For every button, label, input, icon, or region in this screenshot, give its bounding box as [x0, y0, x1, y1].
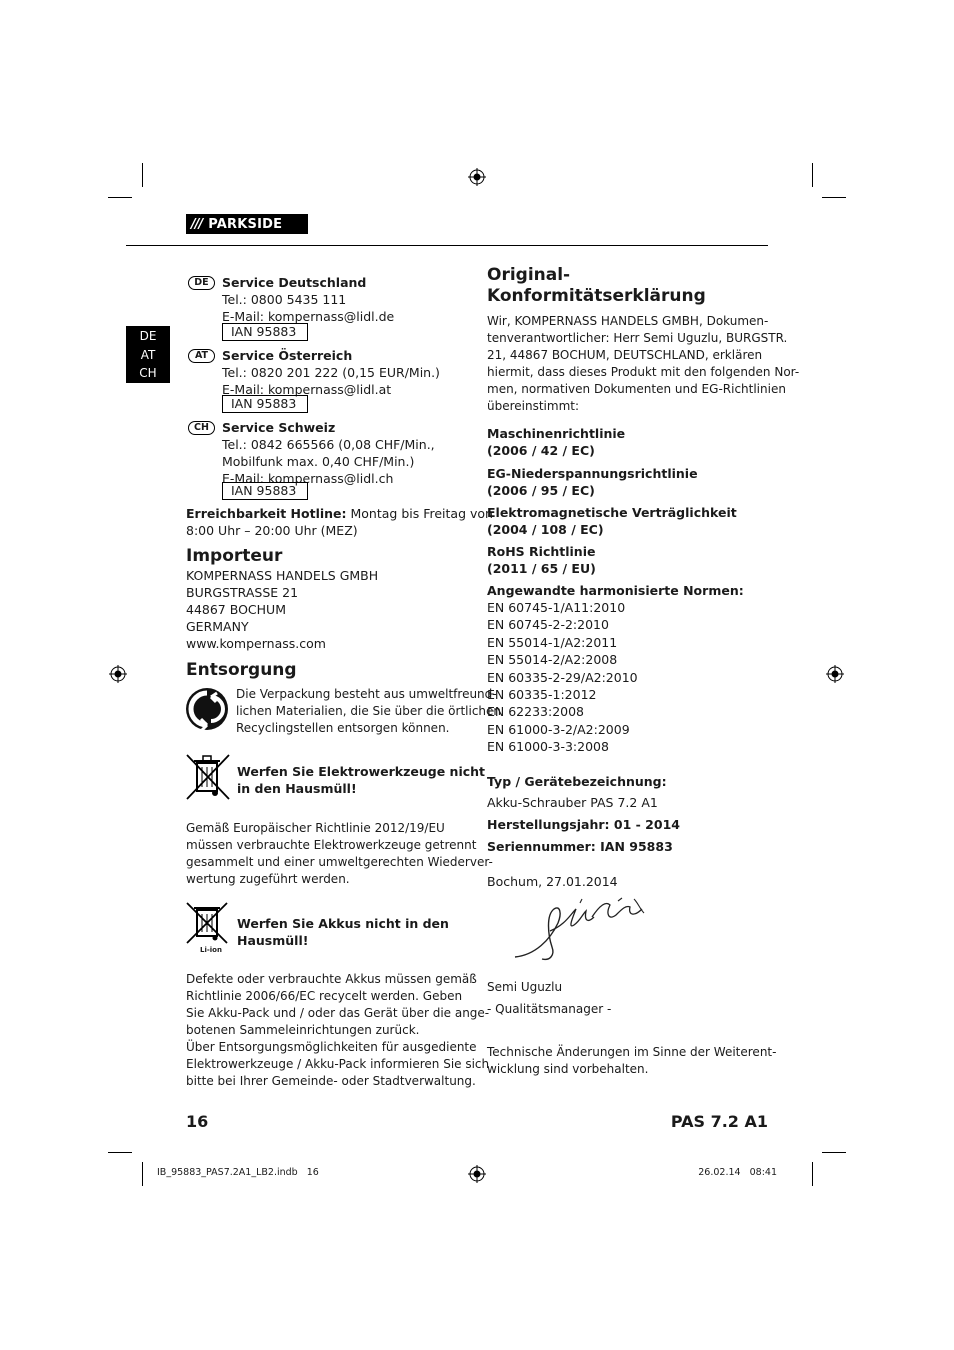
slug-file: IB_95883_PAS7.2A1_LB2.indb 16 — [157, 1167, 319, 1178]
ian-box: IAN 95883 — [222, 395, 308, 413]
crop-mark — [142, 163, 143, 187]
lang-ch: CH — [139, 366, 157, 380]
norm-item: EN 60745-2-2:2010 — [487, 617, 609, 633]
importeur-address — [186, 567, 378, 652]
technical-note — [487, 1044, 776, 1078]
service-email: E-Mail: kompernass@lidl.at — [222, 382, 392, 397]
norm-item: EN 60335-1:2012 — [487, 687, 597, 703]
hotline-hours: 8:00 Uhr – 20:00 Uhr (MEZ) — [186, 523, 358, 538]
text-line: Werfen Sie Akkus nicht in den — [237, 916, 449, 931]
ian-box: IAN 95883 — [222, 482, 308, 500]
country-badge-at: AT — [188, 349, 215, 363]
signature-image — [510, 895, 650, 967]
weee-warning — [237, 763, 485, 797]
address-line: KOMPERNASS HANDELS GMBH — [186, 568, 379, 583]
crop-mark — [812, 163, 813, 187]
country-badge-ch: CH — [188, 421, 215, 435]
recycling-text — [236, 686, 501, 737]
address-line: 44867 BOCHUM — [186, 602, 286, 617]
type-label: Typ / Gerätebezeichnung: — [487, 774, 667, 789]
service-de — [222, 274, 394, 325]
manufacture-year: Herstellungsjahr: 01 - 2014 — [487, 817, 680, 832]
logo-text: PARKSIDE — [208, 216, 283, 232]
hotline-label: Erreichbarkeit Hotline: — [186, 506, 347, 521]
norm-item: EN 62233:2008 — [487, 704, 585, 720]
service-phone: Tel.: 0800 5435 111 — [222, 292, 347, 307]
norm-item: EN 55014-2/A2:2008 — [487, 652, 618, 668]
directive-emc — [487, 504, 737, 538]
text-line: Gemäß Europäischer Richtlinie 2012/19/EU — [186, 821, 445, 835]
text-line: gesammelt und einer umweltgerechten Wiederver- — [186, 855, 493, 869]
ian-box: IAN 95883 — [222, 323, 308, 341]
service-title: Service Deutschland — [222, 275, 367, 290]
weee-text — [186, 820, 493, 888]
text-line: 21, 44867 BOCHUM, DEUTSCHLAND, erklären — [487, 348, 763, 362]
language-tab — [126, 326, 170, 383]
text-line: Über Entsorgungsmöglichkeiten für ausgediente — [186, 1040, 477, 1054]
registration-mark-icon — [826, 665, 844, 683]
directive-name: RoHS Richtlinie — [487, 544, 596, 559]
registration-mark-icon — [468, 168, 486, 186]
service-title: Service Schweiz — [222, 420, 336, 435]
text-line: tenverantwortlicher: Herr Semi Uguzlu, BURGSTR. — [487, 331, 788, 345]
logo-stripes: /// — [191, 216, 203, 232]
type-value: Akku-Schrauber PAS 7.2 A1 — [487, 795, 658, 810]
norms-label: Angewandte harmonisierte Normen: — [487, 583, 744, 598]
text-line: wertung zugeführt werden. — [186, 872, 350, 886]
country-badge-de: DE — [188, 276, 215, 290]
lang-at: AT — [140, 347, 156, 362]
green-dot-recycling-icon — [185, 687, 229, 731]
signer-name: Semi Uguzlu — [487, 980, 563, 994]
crop-mark — [142, 1162, 143, 1186]
website: www.kompernass.com — [186, 636, 326, 651]
service-at — [222, 347, 440, 398]
registration-mark-icon — [109, 665, 127, 683]
norm-item: EN 61000-3-2/A2:2009 — [487, 721, 630, 737]
lang-de: DE — [139, 329, 157, 343]
service-phone: Tel.: 0820 201 222 (0,15 EUR/Min.) — [222, 365, 440, 380]
text-line: Werfen Sie Elektrowerkzeuge nicht — [237, 764, 486, 779]
parkside-logo — [186, 214, 308, 234]
directive-machinery — [487, 425, 625, 459]
battery-text — [186, 971, 489, 1090]
text-line: lichen Materialien, die Sie über die örtlichen — [236, 704, 502, 718]
service-title: Service Österreich — [222, 348, 353, 363]
text-line: Hausmüll! — [237, 933, 309, 948]
heading-line: Original- — [487, 265, 571, 285]
text-line: Richtlinie 2006/66/EC recycelt werden. Geben — [186, 989, 463, 1003]
directive-number: (2006 / 95 / EC) — [487, 483, 595, 498]
norm-item: EN 55014-1/A2:2011 — [487, 634, 618, 650]
norms-list — [487, 599, 638, 756]
text-line: wicklung sind vorbehalten. — [487, 1062, 649, 1076]
directive-number: (2011 / 65 / EU) — [487, 561, 596, 576]
service-phone: Tel.: 0842 665566 (0,08 CHF/Min., — [222, 437, 435, 452]
header-rule — [126, 245, 768, 246]
text-line: Recyclingstellen entsorgen können. — [236, 721, 450, 735]
konformitaet-intro — [487, 313, 799, 415]
norm-item: EN 61000-3-3:2008 — [487, 739, 609, 755]
konformitaet-heading — [487, 265, 706, 307]
hotline — [186, 505, 493, 539]
text-line: botenen Sammeleinrichtungen zurück. — [186, 1023, 420, 1037]
directive-number: (2004 / 108 / EC) — [487, 522, 604, 537]
registration-mark-icon — [468, 1165, 486, 1183]
address-line: BURGSTRASSE 21 — [186, 585, 299, 600]
crop-mark — [822, 1152, 846, 1153]
text-line: müssen verbrauchte Elektrowerkzeuge getrennt — [186, 838, 477, 852]
crossed-bin-icon — [185, 753, 231, 801]
directive-name: Elektromagnetische Verträglichkeit — [487, 505, 737, 520]
directive-low-voltage — [487, 465, 698, 499]
crossed-battery-bin-icon — [185, 902, 231, 950]
slug-date: 26.02.14 08:41 — [698, 1167, 777, 1178]
battery-warning — [237, 915, 449, 949]
crop-mark — [108, 197, 132, 198]
li-ion-label: Li-ion — [200, 946, 222, 954]
signer-role: - Qualitätsmanager - — [487, 1002, 612, 1016]
text-line: men, normativen Dokumenten und EG-Richtlinien — [487, 382, 786, 396]
service-email: E-Mail: kompernass@lidl.de — [222, 309, 395, 324]
service-phone-mobile: Mobilfunk max. 0,40 CHF/Min.) — [222, 454, 415, 469]
page-number: 16 — [186, 1112, 209, 1131]
address-line: GERMANY — [186, 619, 249, 634]
text-line: Sie Akku-Pack und / oder das Gerät über die ange- — [186, 1006, 490, 1020]
model-number: PAS 7.2 A1 — [670, 1112, 768, 1131]
text-line: in den Hausmüll! — [237, 781, 357, 796]
place-date: Bochum, 27.01.2014 — [487, 874, 618, 889]
directive-rohs — [487, 543, 596, 577]
service-ch — [222, 419, 435, 487]
text-line: Technische Änderungen im Sinne der Weiterent- — [487, 1045, 777, 1059]
importeur-heading: Importeur — [186, 546, 283, 566]
text-line: Wir, KOMPERNASS HANDELS GMBH, Dokumen- — [487, 314, 769, 328]
serial-number: Seriennummer: IAN 95883 — [487, 839, 673, 854]
text-line: hiermit, dass dieses Produkt mit den folgenden Nor- — [487, 365, 800, 379]
directive-name: Maschinenrichtlinie — [487, 426, 626, 441]
text-line: übereinstimmt: — [487, 399, 580, 413]
text-line: bitte bei Ihrer Gemeinde- oder Stadtverwaltung. — [186, 1074, 476, 1088]
crop-mark — [812, 1162, 813, 1186]
crop-mark — [822, 197, 846, 198]
entsorgung-heading: Entsorgung — [186, 660, 297, 680]
text-line: Die Verpackung besteht aus umweltfreund- — [236, 687, 497, 701]
norm-item: EN 60745-1/A11:2010 — [487, 600, 626, 615]
norm-item: EN 60335-2-29/A2:2010 — [487, 669, 638, 685]
hotline-days: Montag bis Freitag von — [346, 506, 493, 521]
heading-line: Konformitätserklärung — [487, 286, 706, 306]
crop-mark — [108, 1152, 132, 1153]
directive-number: (2006 / 42 / EC) — [487, 443, 595, 458]
text-line: Elektrowerkzeuge / Akku-Pack informieren Sie sich — [186, 1057, 490, 1071]
directive-name: EG-Niederspannungsrichtlinie — [487, 466, 698, 481]
service-email: E-Mail: kompernass@lidl.ch — [222, 471, 394, 486]
text-line: Defekte oder verbrauchte Akkus müssen gemäß — [186, 972, 477, 986]
